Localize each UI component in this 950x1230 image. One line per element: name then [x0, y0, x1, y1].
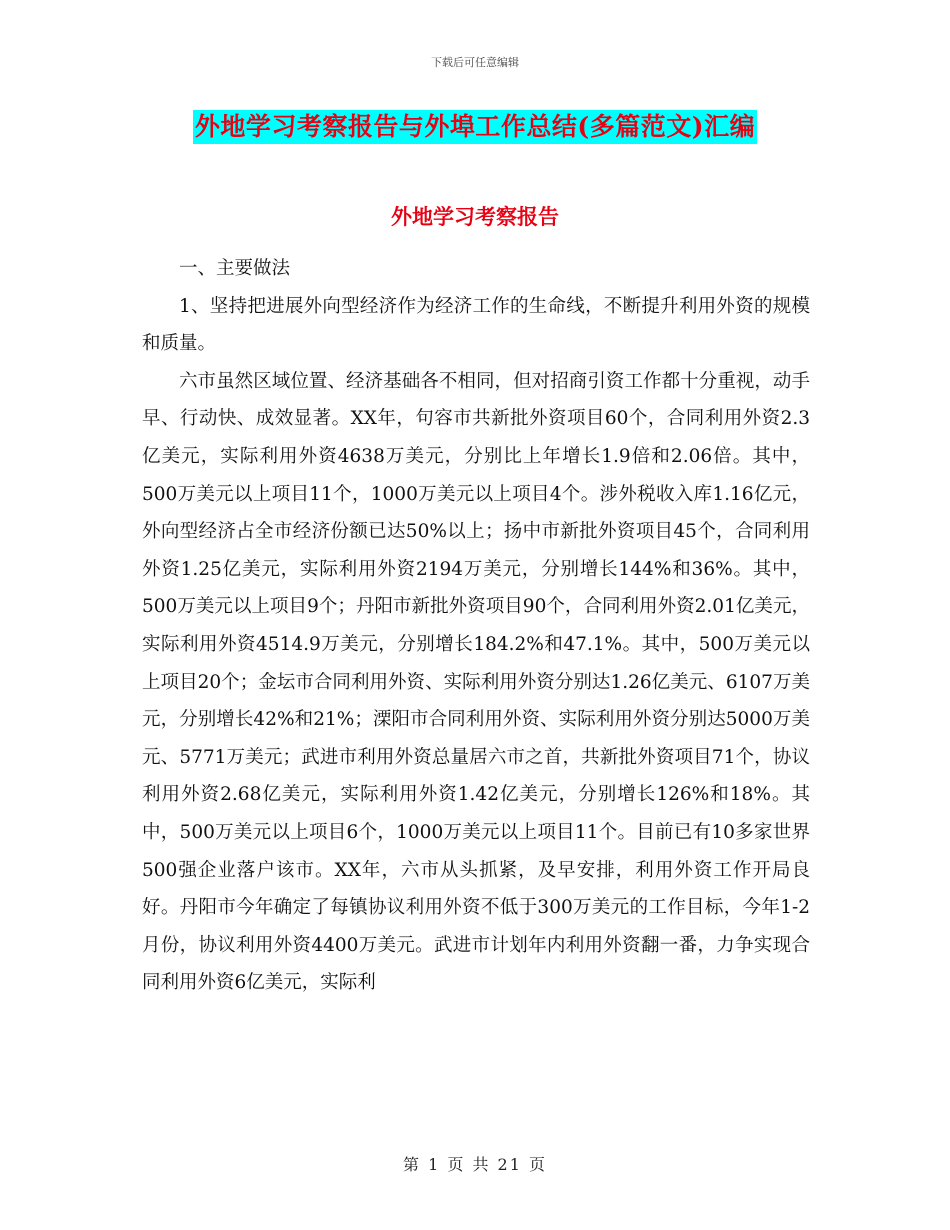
paragraph-body: 六市虽然区域位置、经济基础各不相同，但对招商引资工作都十分重视，动手早、行动快、成效显著。XX年，句容市共新批外资项目60个，合同利用外资2.3亿美元，实际利用外资4638万美元，分别比上年增长1.9倍和2.06倍。其中，500万美元以上项目11个，1000万美元以上项目4个。涉外税收入库1.16亿元，外向型经济占全市经济份额已达50%以上；扬中市新批外资项目45个，合同利用外资1.25亿美元，实际利用外资2194万美元，分别增长144%和36%。其中，500万美元以上项目9个；丹阳市新批外资项目90个，合同利用外资2.01亿美元，实际利用外资4514.9万美元，分别增长184.2%和47.1%。其中，500万美元以上项目20个；金坛市合同利用外资、实际利用外资分别达1.26亿美元、6107万美元，分别增长42%和21%；溧阳市合同利用外资、实际利用外资分别达5000万美元、5771万美元；武进市利用外资总量居六市之首，共新批外资项目71个，协议利用外资2.68亿美元，实际利用外资1.42亿美元，分别增长126%和18%。其中，500万美元以上项目6个，1000万美元以上项目11个。目前已有10多家世界500强企业落户该市。XX年，六市从头抓紧，及早安排，利用外资工作开局良好。丹阳市今年确定了每镇协议利用外资不低于300万美元的工作目标，今年1-2月份，协议利用外资4400万美元。武进市计划年内利用外资翻一番，力争实现合同利用外资6亿美元，实际利 [142, 370, 810, 994]
document-main-title: 外地学习考察报告与外埠工作总结(多篇范文)汇编 [193, 110, 757, 144]
document-body [142, 250, 810, 1002]
heading-main-practices: 一、主要做法 [179, 258, 291, 279]
page-number-footer: 第 1 页 共 21 页 [403, 1155, 547, 1174]
section-title: 外地学习考察报告 [391, 204, 559, 229]
paragraph-point-1: 1、坚持把进展外向型经济作为经济工作的生命线，不断提升利用外资的规模和质量。 [142, 295, 810, 355]
main-title-container [0, 110, 950, 144]
page-header-note: 下载后可任意编辑 [431, 56, 519, 69]
